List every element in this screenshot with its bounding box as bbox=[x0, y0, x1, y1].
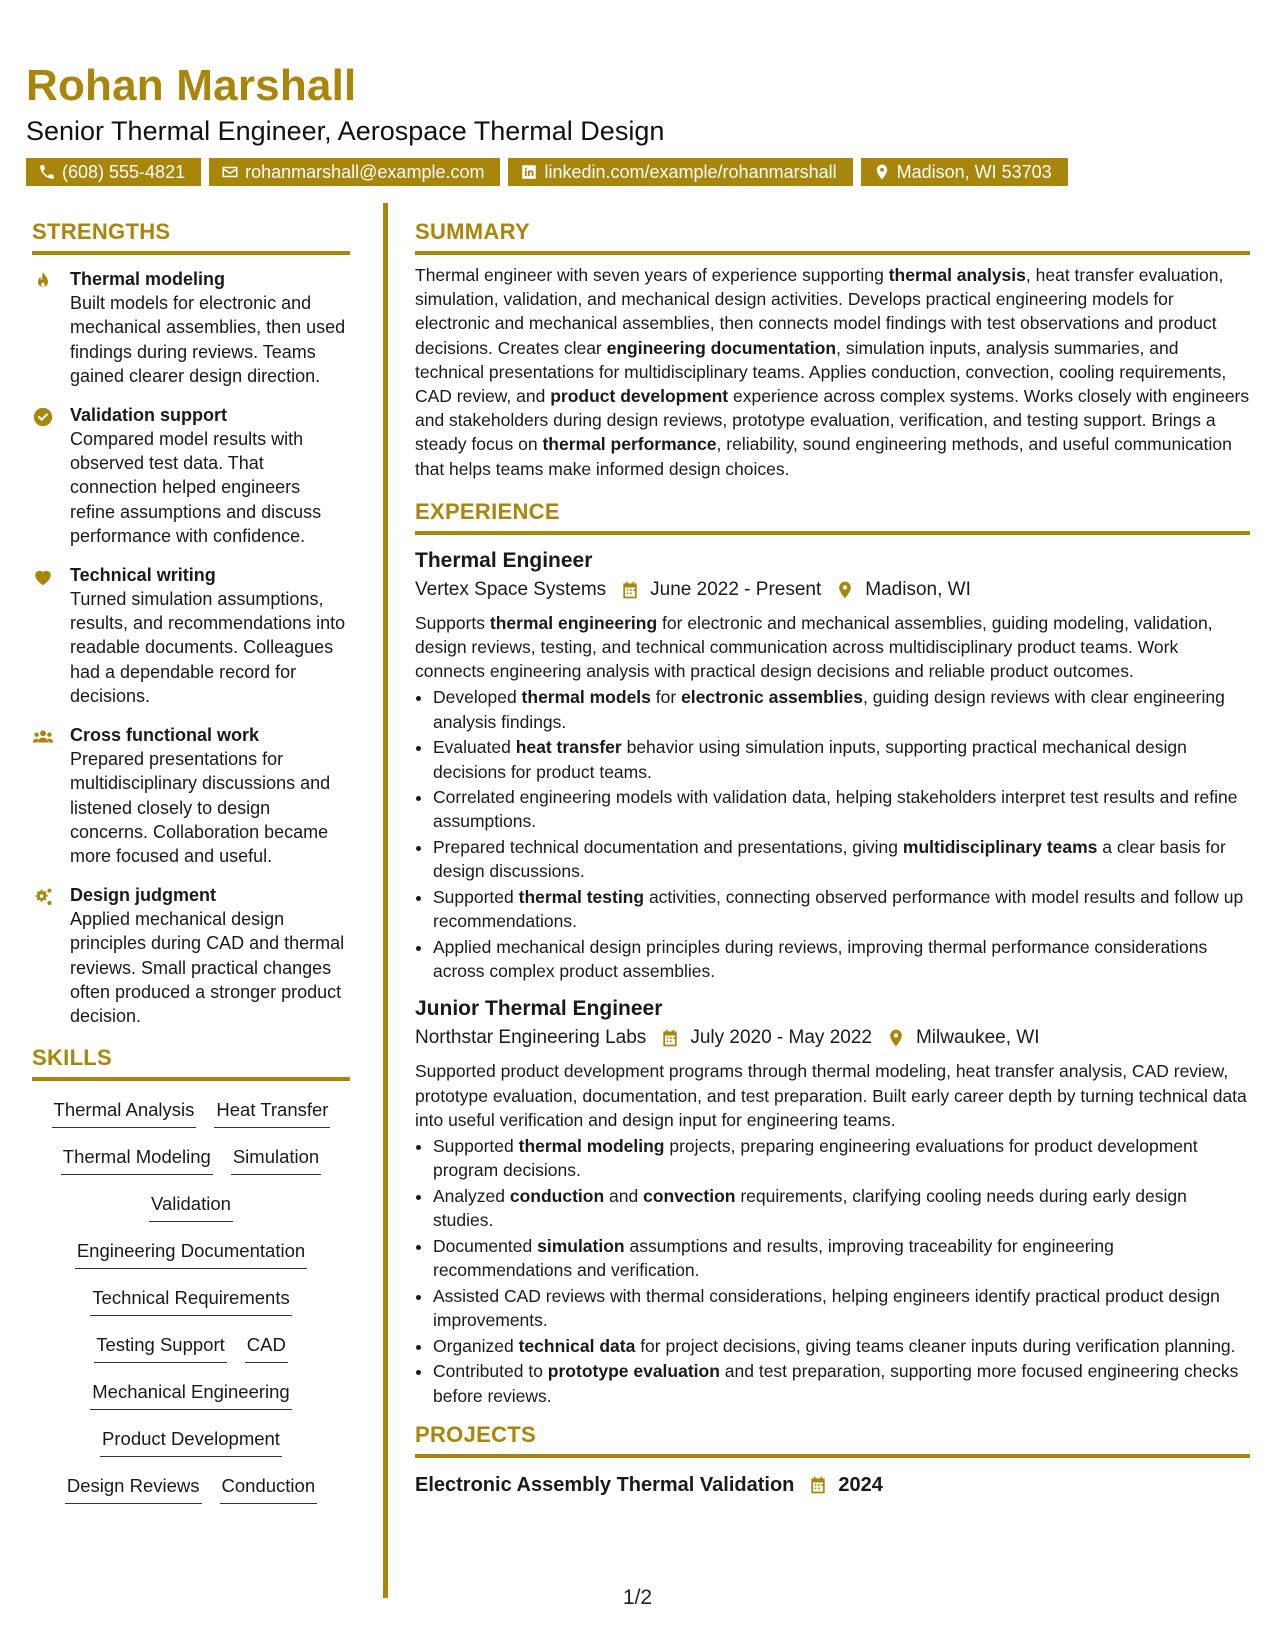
job-company: Northstar Engineering Labs bbox=[415, 1027, 647, 1049]
strength-title: Validation support bbox=[70, 404, 228, 425]
project-title: Electronic Assembly Thermal Validation bbox=[415, 1473, 795, 1496]
phone-icon bbox=[38, 163, 56, 181]
map-pin-icon bbox=[886, 1028, 906, 1048]
contact-linkedin-text: linkedin.com/example/rohanmarshall bbox=[544, 162, 837, 182]
list-item: • Contributed to prototype evaluation and test preparation, supporting more focused engineering checks before reviews. bbox=[433, 1359, 1250, 1407]
strength-title: Technical writing bbox=[70, 564, 216, 585]
calendar-icon bbox=[808, 1475, 828, 1495]
job-location: Milwaukee, WI bbox=[915, 1027, 1040, 1049]
strength-title: Design judgment bbox=[70, 884, 217, 905]
job-location: Madison, WI bbox=[865, 578, 971, 600]
contact-phone[interactable] bbox=[26, 158, 201, 186]
contact-location-text: Madison, WI 53703 bbox=[896, 162, 1052, 182]
strength-item bbox=[32, 723, 350, 869]
strength-desc: Built models for electronic and mechanical assemblies, then used findings during reviews. Teams gained clearer design direction. bbox=[70, 293, 346, 387]
projects-heading: PROJECTS bbox=[415, 1420, 1250, 1458]
users-icon bbox=[32, 726, 54, 748]
job-meta bbox=[415, 1023, 1250, 1053]
strength-desc: Compared model results with observed test data. That connection helped engineers refine assumptions and discuss performance with confidence. bbox=[70, 428, 322, 547]
list-item: • Documented simulation assumptions and results, improving traceability for engineering recommendations and verification. bbox=[433, 1234, 1250, 1282]
calendar-icon bbox=[620, 580, 640, 600]
skill-tag: Thermal Modeling bbox=[61, 1142, 213, 1175]
left-column bbox=[32, 217, 350, 1514]
list-item: • Correlated engineering models with validation data, helping stakeholders interpret test results and refine assumptions. bbox=[433, 785, 1250, 833]
page-number bbox=[0, 1586, 1275, 1610]
skill-tag: Design Reviews bbox=[65, 1471, 202, 1504]
list-item: • Supported thermal testing activities, connecting observed performance with model results and follow up recommendations. bbox=[433, 885, 1250, 933]
contact-location bbox=[861, 158, 1068, 186]
job-description: Supports thermal engineering for electronic and mechanical assemblies, guiding modeling, validation, design reviews, testing, and technical communication across multidisciplinary product teams. Work connects engineering analysis with practical design decisions and reliable product outcomes. bbox=[415, 612, 1213, 682]
job-entry bbox=[415, 995, 1250, 1407]
check-circle-icon bbox=[32, 406, 54, 428]
job-bullets bbox=[415, 685, 1250, 983]
skill-tag: Validation bbox=[149, 1189, 233, 1222]
skills-list bbox=[32, 1091, 350, 1514]
list-item: • Prepared technical documentation and presentations, giving multidisciplinary teams a clear basis for design discussions. bbox=[433, 835, 1250, 883]
column-divider bbox=[383, 203, 388, 1598]
skill-tag: CAD bbox=[245, 1330, 288, 1363]
strength-desc: Applied mechanical design principles during CAD and thermal reviews. Small practical changes often produced a stronger product decision. bbox=[70, 908, 345, 1027]
job-company: Vertex Space Systems bbox=[415, 578, 607, 600]
list-item: • Evaluated heat transfer behavior using simulation inputs, supporting practical mechanical design decisions for product teams. bbox=[433, 735, 1250, 783]
job-description: Supported product development programs through thermal modeling, heat transfer analysis, CAD review, prototype evaluation, documentation, and test preparation. Built early career depth by turning technical data into useful verification and design input for engineering teams. bbox=[415, 1061, 1247, 1130]
linkedin-icon bbox=[520, 163, 538, 181]
heart-icon bbox=[32, 566, 54, 588]
summary-heading: SUMMARY bbox=[415, 217, 1250, 255]
strength-desc: Turned simulation assumptions, results, and recommendations into readable documents. Colleagues had a dependable record for decisions. bbox=[70, 588, 346, 707]
job-bullets bbox=[415, 1134, 1250, 1408]
contact-email-text: rohanmarshall@example.com bbox=[245, 162, 485, 182]
skill-tag: Thermal Analysis bbox=[52, 1095, 197, 1128]
skill-tag: Conduction bbox=[220, 1471, 318, 1504]
job-meta bbox=[415, 575, 1250, 605]
project-entry bbox=[415, 1470, 1250, 1500]
job-dates: June 2022 - Present bbox=[650, 578, 822, 600]
calendar-icon bbox=[660, 1028, 680, 1048]
list-item: • Assisted CAD reviews with thermal considerations, helping engineers identify practical product design improvements. bbox=[433, 1284, 1250, 1332]
strength-title: Thermal modeling bbox=[70, 269, 226, 289]
list-item: • Analyzed conduction and convection requirements, clarifying cooling needs during early design studies. bbox=[433, 1184, 1250, 1232]
strength-item bbox=[32, 563, 350, 709]
project-year: 2024 bbox=[838, 1473, 883, 1496]
list-item: • Applied mechanical design principles during reviews, improving thermal performance considerations across complex product assemblies. bbox=[433, 935, 1250, 983]
skill-tag: Heat Transfer bbox=[214, 1095, 330, 1128]
summary-text: Thermal engineer with seven years of experience supporting thermal analysis, heat transfer evaluation, simulation, validation, and mechanical design activities. Develops practical engineering models for electronic and mechanical assemblies, then connects model findings with test observations and product decisions. Creates clear engineering documentation, simulation inputs, analysis summaries, and technical presentations for multidisciplinary teams. Applies conduction, convection, cooling requirements, CAD review, and product development experience across complex systems. Works closely with engineers and stakeholders during design reviews, prototype evaluation, verification, and testing support. Brings a steady focus on thermal performance, reliability, sound engineering methods, and useful communication that helps teams make informed design choices. bbox=[415, 265, 1250, 479]
list-item: • Developed thermal models for electronic assemblies, guiding design reviews with clear engineering analysis findings. bbox=[433, 685, 1250, 733]
map-pin-icon bbox=[835, 580, 855, 600]
strengths-list bbox=[32, 267, 350, 1029]
experience-heading: EXPERIENCE bbox=[415, 497, 1250, 535]
skill-tag: Technical Requirements bbox=[90, 1283, 291, 1316]
map-pin-icon bbox=[873, 163, 891, 181]
job-title: Thermal Engineer bbox=[415, 548, 593, 572]
job-entry bbox=[415, 547, 1250, 984]
skills-heading: SKILLS bbox=[32, 1043, 350, 1081]
page-number-text: 1/2 bbox=[622, 1586, 653, 1609]
skill-tag: Testing Support bbox=[94, 1330, 227, 1363]
gears-icon bbox=[32, 886, 54, 908]
strength-item bbox=[32, 403, 350, 549]
candidate-name: Rohan Marshall bbox=[26, 61, 357, 110]
strength-item bbox=[32, 267, 350, 389]
skill-tag: Engineering Documentation bbox=[75, 1236, 307, 1269]
contact-phone-text: (608) 555-4821 bbox=[62, 162, 186, 182]
flame-icon bbox=[32, 270, 54, 292]
resume-header bbox=[26, 60, 1256, 186]
skill-tag: Product Development bbox=[100, 1424, 282, 1457]
strength-desc: Prepared presentations for multidisciplinary discussions and listened closely to design concerns. Collaboration became more focused and useful. bbox=[70, 748, 331, 867]
strength-item bbox=[32, 883, 350, 1029]
candidate-role: Senior Thermal Engineer, Aerospace Thermal Design bbox=[26, 116, 665, 146]
skill-tag: Mechanical Engineering bbox=[90, 1377, 291, 1410]
strength-title: Cross functional work bbox=[70, 724, 260, 745]
contact-bar bbox=[26, 158, 1256, 186]
strengths-heading: STRENGTHS bbox=[32, 217, 350, 255]
skill-tag: Simulation bbox=[231, 1142, 321, 1175]
contact-linkedin[interactable] bbox=[508, 158, 852, 186]
list-item: • Supported thermal modeling projects, preparing engineering evaluations for product development program decisions. bbox=[433, 1134, 1250, 1182]
right-column bbox=[415, 217, 1250, 1500]
list-item: • Organized technical data for project decisions, giving teams cleaner inputs during verification planning. bbox=[433, 1334, 1250, 1358]
job-title: Junior Thermal Engineer bbox=[415, 997, 663, 1021]
job-dates: July 2020 - May 2022 bbox=[690, 1027, 872, 1049]
contact-email[interactable] bbox=[209, 158, 500, 186]
envelope-icon bbox=[221, 163, 239, 181]
